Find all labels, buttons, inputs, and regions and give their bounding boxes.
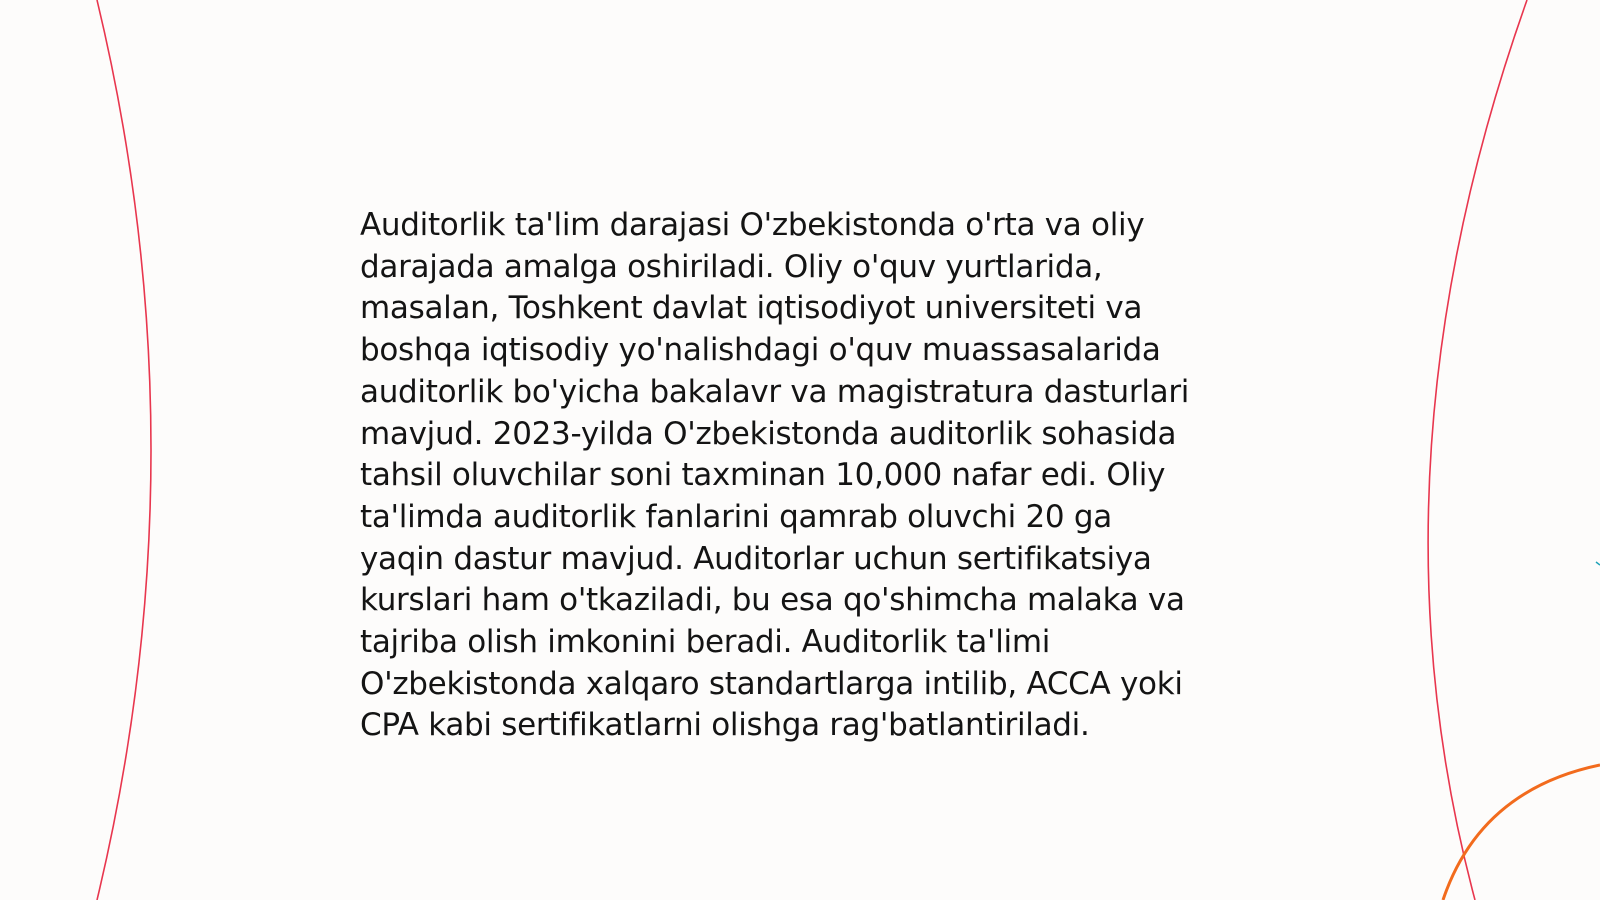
body-paragraph: Auditorlik ta'lim darajasi O'zbekistonda o'rta va oliy darajada amalga oshiriladi. Oliy o'quv yurtlarida, masalan, Toshkent davlat iqtisodiyot universiteti va boshqa iqtisodiy yo'nalishdagi o'quv muassasalarida auditorlik bo'yicha bakalavr va magistratura dasturlari mavjud. 2023-yilda O'zbekistonda auditorlik sohasida tahsil oluvchilar soni taxminan 10,000 nafar edi. Oliy ta'limda auditorlik fanlarini qamrab oluvchi 20 ga yaqin dastur mavjud. Auditorlar uchun sertifikatsiya kurslari ham o'tkaziladi, bu esa qo'shimcha malaka va tajriba olish imkonini beradi. Auditorlik ta'limi O'zbekistonda xalqaro standartlarga intilib, ACCA yoki CPA kabi sertifikatlarni olishga rag'batlantiriladi. xyxy=(360,207,1190,744)
left-red-curve xyxy=(97,0,151,900)
teal-accent-mark xyxy=(1596,562,1600,565)
bottom-right-orange-arc xyxy=(1443,765,1600,900)
right-red-curve xyxy=(1428,0,1527,900)
